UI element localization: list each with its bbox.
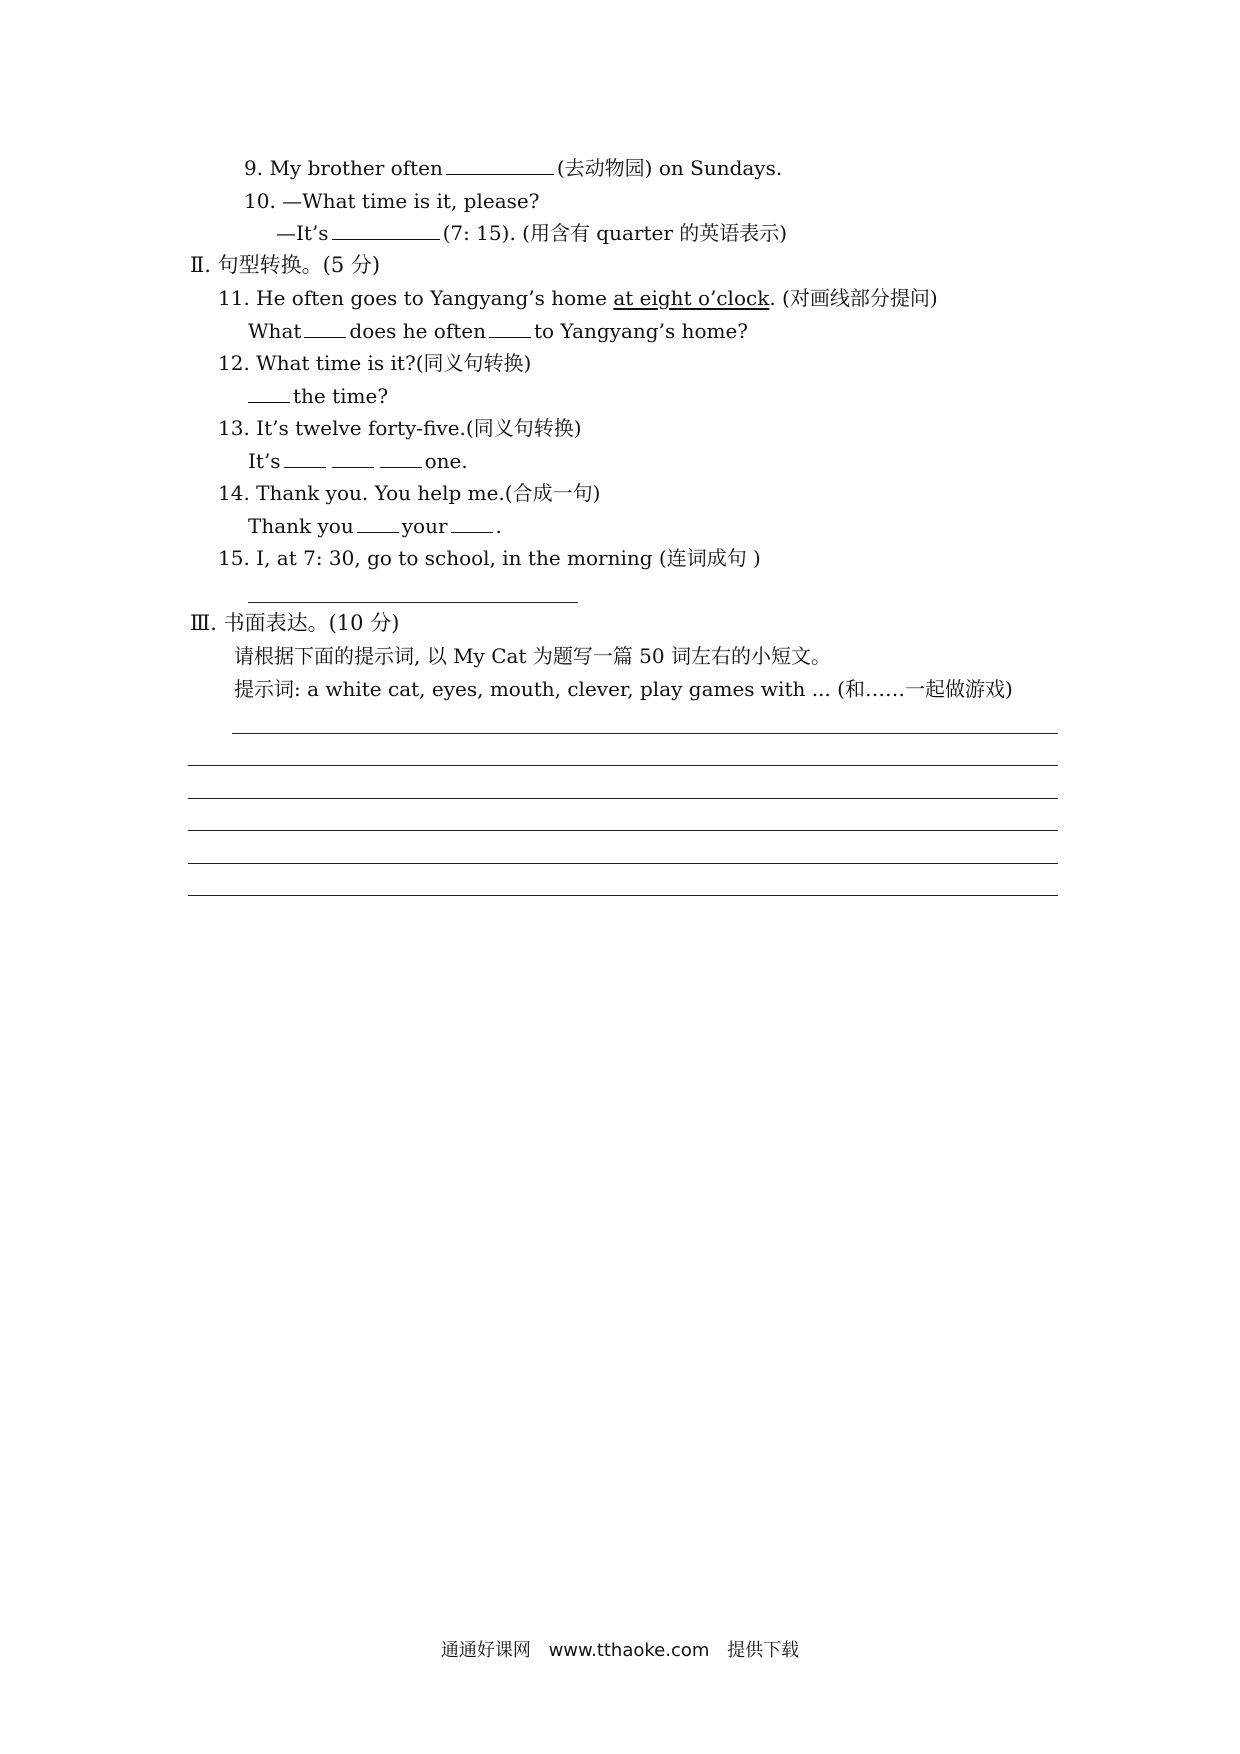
- question-text: —It’s: [276, 221, 329, 245]
- question-text: (去动物园) on Sundays.: [556, 156, 783, 180]
- question-9: [244, 155, 782, 181]
- writing-line-6[interactable]: [188, 895, 1058, 896]
- question-number: 11.: [218, 286, 250, 310]
- question-11-answer-line: [248, 318, 748, 344]
- question-12-answer-line: [248, 383, 388, 409]
- answer-text: one.: [424, 449, 468, 473]
- footer-url[interactable]: www.tthaoke.com: [548, 1640, 710, 1661]
- writing-hint: 提示词: a white cat, eyes, mouth, clever, play games with ... (和……一起做游戏): [234, 677, 1013, 701]
- question-number: 12.: [218, 351, 250, 375]
- footer-note: 提供下载: [727, 1640, 800, 1661]
- question-10: [244, 188, 539, 214]
- writing-line-2[interactable]: [188, 765, 1058, 766]
- answer-blank[interactable]: [489, 319, 531, 338]
- answer-blank[interactable]: [304, 319, 346, 338]
- question-text: What time is it?(同义句转换): [256, 351, 532, 375]
- question-text: (7: 15). (用含有 quarter 的英语表示): [442, 221, 788, 245]
- section-3-heading: Ⅲ. 书面表达。(10 分): [190, 611, 400, 635]
- question-number: 14.: [218, 481, 250, 505]
- question-10-answer-line: [276, 220, 787, 246]
- answer-text: does he often: [349, 319, 486, 343]
- answer-blank[interactable]: [332, 221, 440, 240]
- question-14-answer-line: [248, 513, 502, 539]
- answer-blank[interactable]: [446, 156, 554, 175]
- answer-blank[interactable]: [284, 449, 326, 468]
- question-text: I, at 7: 30, go to school, in the morning (连词成句 ): [256, 546, 761, 570]
- answer-text: It’s: [248, 449, 281, 473]
- answer-text: What: [248, 319, 302, 343]
- answer-blank[interactable]: [248, 384, 290, 403]
- answer-text: your: [401, 514, 448, 538]
- answer-text: Thank you: [248, 514, 354, 538]
- question-text: My brother often: [269, 156, 443, 180]
- question-13-answer-line: [248, 448, 468, 474]
- writing-line-3[interactable]: [188, 798, 1058, 799]
- question-number: 10.: [244, 189, 276, 213]
- answer-text: to Yangyang’s home?: [533, 319, 749, 343]
- underlined-phrase: at eight o’clock: [613, 286, 770, 310]
- writing-line-1[interactable]: [232, 733, 1058, 734]
- answer-text: the time?: [293, 384, 389, 408]
- question-13: [218, 415, 582, 441]
- question-11: [218, 285, 938, 311]
- footer-site-name: 通通好课网: [440, 1640, 531, 1661]
- page-footer: [0, 1636, 1240, 1662]
- question-text: —What time is it, please?: [282, 189, 540, 213]
- question-12: [218, 350, 531, 376]
- question-number: 9.: [244, 156, 264, 180]
- answer-text: .: [495, 514, 502, 538]
- question-15: [218, 545, 761, 571]
- answer-blank[interactable]: [380, 449, 422, 468]
- question-number: 13.: [218, 416, 250, 440]
- question-text: It’s twelve forty-five.(同义句转换): [256, 416, 582, 440]
- writing-line-4[interactable]: [188, 830, 1058, 831]
- answer-blank[interactable]: [451, 514, 493, 533]
- question-text: Thank you. You help me.(合成一句): [256, 481, 601, 505]
- writing-instruction: 请根据下面的提示词, 以 My Cat 为题写一篇 50 词左右的小短文。: [234, 644, 831, 668]
- writing-line-5[interactable]: [188, 863, 1058, 864]
- question-text: He often goes to Yangyang’s home: [256, 286, 607, 310]
- answer-line-15[interactable]: [248, 602, 578, 603]
- question-text: . (对画线部分提问): [769, 286, 938, 310]
- answer-blank[interactable]: [332, 449, 374, 468]
- question-14: [218, 480, 600, 506]
- question-number: 15.: [218, 546, 250, 570]
- answer-blank[interactable]: [357, 514, 399, 533]
- section-2-heading: Ⅱ. 句型转换。(5 分): [190, 253, 381, 277]
